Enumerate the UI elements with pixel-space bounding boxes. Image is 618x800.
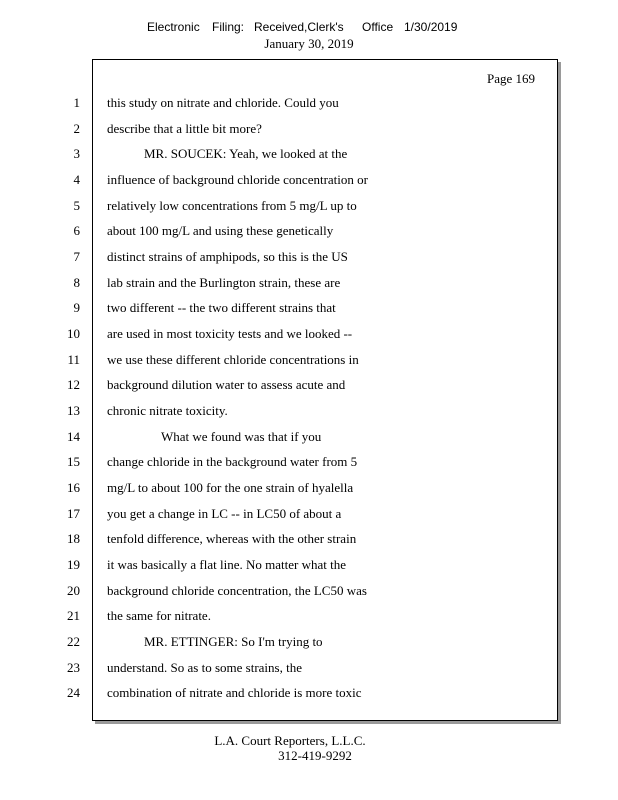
line-number: 8 [73, 275, 80, 290]
line-number: 3 [73, 146, 80, 161]
stamp-date: 1/30/2019 [404, 20, 458, 34]
line-text: MR. ETTINGER: So I'm trying to [144, 634, 323, 649]
transcript-line [0, 454, 618, 472]
line-text: background dilution water to assess acute and [107, 377, 346, 392]
line-number: 20 [67, 583, 80, 598]
line-text: this study on nitrate and chloride. Could you [107, 95, 339, 110]
line-number: 12 [67, 377, 80, 392]
line-number: 11 [67, 352, 80, 367]
transcript-line [0, 480, 618, 498]
line-text: are used in most toxicity tests and we looked -- [107, 326, 353, 341]
line-number: 10 [67, 326, 80, 341]
line-number: 22 [67, 634, 80, 649]
transcript-line [0, 403, 618, 421]
line-text: tenfold difference, whereas with the other strain [107, 531, 357, 546]
stamp-electronic: Electronic [147, 20, 200, 34]
line-text: combination of nitrate and chloride is more toxic [107, 685, 362, 700]
line-text: What we found was that if you [161, 429, 322, 444]
transcript-line [0, 634, 618, 652]
line-text: you get a change in LC -- in LC50 of about a [107, 506, 342, 521]
line-number: 2 [73, 121, 80, 136]
header-date: January 30, 2019 [264, 36, 354, 51]
transcript-line [0, 557, 618, 575]
line-number: 5 [73, 198, 80, 213]
line-text: we use these different chloride concentrations in [107, 352, 359, 367]
line-text: chronic nitrate toxicity. [107, 403, 228, 418]
line-text: change chloride in the background water from 5 [107, 454, 358, 469]
transcript-line [0, 531, 618, 549]
transcript-line [0, 352, 618, 370]
line-text: two different -- the two different strains that [107, 300, 336, 315]
transcript-line [0, 223, 618, 241]
transcript-line [0, 95, 618, 113]
line-text: about 100 mg/L and using these genetically [107, 223, 334, 238]
line-number: 24 [67, 685, 80, 700]
line-number: 6 [73, 223, 80, 238]
transcript-line [0, 377, 618, 395]
line-text: understand. So as to some strains, the [107, 660, 302, 675]
transcript-line [0, 583, 618, 601]
line-text: mg/L to about 100 for the one strain of hyalella [107, 480, 354, 495]
line-number: 23 [67, 660, 80, 675]
line-number: 15 [67, 454, 80, 469]
line-text: relatively low concentrations from 5 mg/L up to [107, 198, 357, 213]
transcript-line [0, 608, 618, 626]
filing-stamp [0, 20, 618, 36]
stamp-received: Received,Clerk's [254, 20, 344, 34]
stamp-office: Office [362, 20, 394, 34]
transcript-line [0, 326, 618, 344]
transcript-line [0, 249, 618, 267]
transcript-line [0, 198, 618, 216]
line-number: 4 [73, 172, 80, 187]
line-text: it was basically a flat line. No matter what the [107, 557, 346, 572]
stamp-filing: Filing: [212, 20, 245, 34]
transcript-line [0, 506, 618, 524]
line-number: 13 [67, 403, 80, 418]
transcript-line [0, 300, 618, 318]
line-text: describe that a little bit more? [107, 121, 262, 136]
line-number: 16 [67, 480, 80, 495]
line-text: background chloride concentration, the LC50 was [107, 583, 367, 598]
transcript-line [0, 172, 618, 190]
transcript-line [0, 660, 618, 678]
footer-company: L.A. Court Reporters, L.L.C. [214, 733, 366, 748]
line-number: 19 [67, 557, 80, 572]
line-number: 17 [67, 506, 80, 521]
line-text: influence of background chloride concentration or [107, 172, 368, 187]
line-number: 21 [67, 608, 80, 623]
transcript-line [0, 121, 618, 139]
page-number: Page 169 [487, 71, 536, 86]
line-text: MR. SOUCEK: Yeah, we looked at the [144, 146, 348, 161]
transcript-line [0, 685, 618, 703]
line-text: lab strain and the Burlington strain, these are [107, 275, 341, 290]
line-number: 18 [67, 531, 80, 546]
line-text: distinct strains of amphipods, so this is the US [107, 249, 348, 264]
line-number: 7 [73, 249, 80, 264]
line-number: 1 [73, 95, 80, 110]
transcript-line [0, 429, 618, 447]
line-number: 14 [67, 429, 80, 444]
transcript-line [0, 146, 618, 164]
line-text: the same for nitrate. [107, 608, 211, 623]
footer-phone: 312-419-9292 [278, 748, 352, 763]
line-number: 9 [73, 300, 80, 315]
transcript-line [0, 275, 618, 293]
